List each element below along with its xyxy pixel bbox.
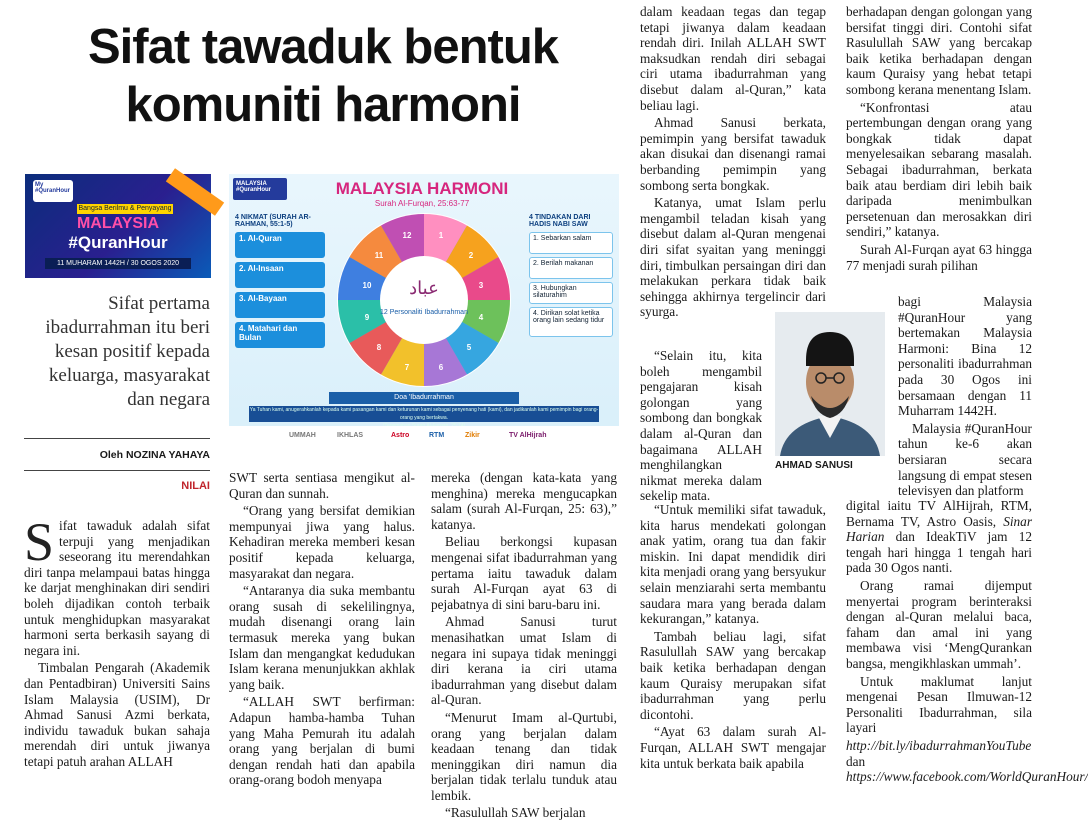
paragraph: “Menurut Imam al-Qurtubi, orang yang berjalan dalam keadaan tenang dan tidak meninggikan diri namun dia berjalan tidak terlalu tunduk atau lembik. xyxy=(431,709,617,803)
article-column-5-top xyxy=(846,4,1032,275)
article-column-3 xyxy=(431,470,617,823)
sponsor-strip xyxy=(229,426,619,451)
nikmat-card: 2. Al-Insaan xyxy=(235,262,325,288)
wheel-number: 7 xyxy=(404,363,410,372)
divider xyxy=(24,438,210,439)
paragraph: SWT serta sentiasa mengikut al-Quran dan sunnah. xyxy=(229,470,415,501)
logo-line-1: MALAYSIA xyxy=(76,215,160,232)
portrait-illustration xyxy=(775,312,885,456)
article-column-1 xyxy=(24,512,210,772)
logo-ribbon: Bangsa Berilmu & Penyayang xyxy=(78,205,172,212)
article-column-4-mid xyxy=(640,348,762,506)
photo-caption: AHMAD SANUSI xyxy=(775,460,853,471)
nikmat-card: 3. Al-Bayaan xyxy=(235,292,325,318)
paragraph: “Antaranya dia suka membantu orang susah di sekelilingnya, mudah disenangi orang lain termasuk mereka yang bukan Islam dan mengangkat kedudukan Islam kerana menunjukkan akhlak yang baik. xyxy=(229,583,415,692)
headline-line-1: Sifat tawaduk bentuk xyxy=(87,20,559,74)
malaysia-harmoni-infographic xyxy=(229,174,619,451)
paragraph: “Ayat 63 dalam surah Al-Furqan, ALLAH SWT mengajar kita untuk berkata baik apabila xyxy=(640,724,826,771)
wheel-number: 5 xyxy=(466,343,472,352)
wheel-number: 4 xyxy=(478,313,484,322)
paragraph: “ALLAH SWT berfirman: Adapun hamba-hamba Tuhan yang Maha Pemurah itu adalah orang yang berjalan di bumi dengan rendah hati dan apabila orang-orang bodoh menyapa xyxy=(229,694,415,788)
wheel-number: 3 xyxy=(478,281,484,290)
paragraph: “Konfrontasi atau pertembungan dengan orang yang bongkak tidak dapat menyelesaikan sebarang masalah. Sebagai ibadurrahman, berkata baik atau berdiam diri lebih baik daripada menimbulkan persetenuan dan merosakkan diri sendiri,” katanya. xyxy=(846,99,1032,240)
pull-quote: Sifat pertama ibadurrahman itu beri kesan positif kepada keluarga, masyarakat dan negara xyxy=(45,293,210,410)
wheel-number: 8 xyxy=(376,343,382,352)
nikmat-card: 4. Matahari dan Bulan xyxy=(235,322,325,348)
wheel-number: 10 xyxy=(362,281,372,290)
facebook-link[interactable]: https://www.facebook.com/WorldQuranHour/ xyxy=(846,769,1088,785)
tindakan-card: 2. Berilah makanan xyxy=(529,257,613,279)
nikmat-column xyxy=(235,214,325,352)
sponsor-logo: IKHLAS xyxy=(337,432,364,439)
wheel-number: 6 xyxy=(438,363,444,372)
doa-text: Ya Tuhan kami, anugerahkanlah kepada kami pasangan kami dan keturunan kami sebagai penyenang hati (kami), dan jadikanlah kami pemimpin bagi orang-orang yang bertakwa. xyxy=(249,407,599,421)
article-column-4-bottom xyxy=(640,502,826,773)
tindakan-heading: 4 TINDAKAN DARI HADIS NABI SAW xyxy=(529,214,591,228)
quranhour-logo xyxy=(25,174,211,278)
paragraph: Untuk maklumat lanjut mengenai Pesan Ilmuwan-12 Personaliti Ibadurrahman, sila layari xyxy=(846,673,1032,736)
paragraph: Timbalan Pengarah (Akademik dan Pentadbiran) Universiti Sains Islam Malaysia (USIM), Dr Ahmad Sanusi Azmi berkata, individu tawaduk bukan sahaja merendah diri untuk jiwanya tetapi patuh arahan ALLAH xyxy=(24,660,210,769)
tindakan-card: 4. Dirikan solat ketika orang lain sedang tidur xyxy=(529,307,613,337)
nikmat-card: 1. Al-Quran xyxy=(235,232,325,258)
corner-tag xyxy=(166,168,224,216)
infographic-badge: MALAYSIA #QuranHour xyxy=(233,178,287,200)
paragraph: “Untuk memiliki sifat tawaduk, kita harus mendekati golongan anak yatim, orang tua dan fakir miskin. Ini dapat mendidik diri kita menjadi orang yang bersyukur selain menziarahi serta membantu saudara mara yang berada dalam kekurangan,” katanya. xyxy=(640,502,826,627)
paragraph: Katanya, umat Islam perlu mengambil teladan kisah yang disebut dalam al-Quran mengenai diri sifat syaitan yang meninggi diri, timbulkan persaingan diri dan melakukan perkara tidak baik sehingga akhirnya tergelincir dari syurga. xyxy=(640,195,826,320)
article-column-2 xyxy=(229,470,415,790)
personality-wheel xyxy=(329,210,519,390)
wheel-number: 1 xyxy=(438,231,444,240)
paragraph: berhadapan dengan golongan yang bersifat tinggi diri. Contohi sifat Rasulullah SAW yang bercakap baik ketika berhadapan dengan kaum Quraisy yang hebat tetapi sombong kerana menentang Islam. xyxy=(846,4,1032,97)
paragraph: Ahmad Sanusi berkata, pemimpin yang bersifat tawaduk akan disukai dan disenangi ramai berbanding pemimpin yang sombong serta bongkak. xyxy=(640,115,826,193)
paragraph: “Orang yang bersifat demikian mempunyai jiwa yang halus. Kehadiran mereka memberi kesan positif kepada keluarga, masyarakat dan negara. xyxy=(229,503,415,581)
wheel-center-label: 12 Personaliti Ibadurrahman xyxy=(380,309,468,316)
wheel-number: 9 xyxy=(364,313,370,322)
divider xyxy=(24,470,210,471)
paragraph: mereka (dengan kata-kata yang menghina) mereka mengucapkan salam (surah Al-Furqan, 25: 63),” katanya. xyxy=(431,470,617,532)
tindakan-column xyxy=(529,214,613,340)
drop-cap: S xyxy=(24,512,55,572)
byline: Oleh NOZINA YAHAYA xyxy=(99,449,210,461)
page-title xyxy=(38,18,608,134)
sponsor-logo: UMMAH xyxy=(289,432,316,439)
paragraph: Ahmad Sanusi turut menasihatkan umat Islam di negara ini supaya tidak meninggi diri kerana ia ciri utama ibadurrahman yang disebut dalam al-Quran. xyxy=(431,614,617,708)
tindakan-card: 3. Hubungkan silaturahim xyxy=(529,282,613,304)
paragraph: bagi Malaysia #QuranHour yang bertemakan Malaysia Harmoni: Bina 12 personaliti ibadurrahman pada 30 Ogos ini bersamaan dengan 11 Muharram 1442H. xyxy=(898,294,1032,419)
paragraph: “Rasulullah SAW berjalan xyxy=(445,805,586,821)
doa-heading: Doa 'Ibadurrahman xyxy=(329,392,519,404)
author-photo xyxy=(775,312,885,456)
article-column-5-mid xyxy=(898,294,1032,501)
headline-line-2: komuniti harmoni xyxy=(125,78,521,132)
sponsor-logo: RTM xyxy=(429,432,445,439)
wheel-segments xyxy=(338,214,510,386)
paragraph: Surah Al-Furqan ayat 63 hingga 77 menjadi surah pilihan xyxy=(846,241,1032,273)
paragraph: “Selain itu, kita boleh mengambil pengajaran kisah golongan yang sombong dan bongkak dalam al-Quran dan bagaimana ALLAH menghilangkan nikmat mereka dalam sekelip mata. xyxy=(640,348,762,504)
link-paragraph: http://bit.ly/ibadurrahmanYouTube dan https://www.facebook.com/WorldQuranHour/ xyxy=(846,737,1088,785)
wheel-number: 2 xyxy=(468,251,474,260)
paragraph: Tambah beliau lagi, sifat Rasulullah SAW yang bercakap baik ketika berhadapan dengan kaum Quraisy merupakan sifat ibadurrahman yang perlu dicontohi. xyxy=(640,628,826,722)
infographic-title: MALAYSIA HARMONI xyxy=(335,179,509,198)
nikmat-heading: 4 NIKMAT (SURAH AR-RAHMAN, 55:1-5) xyxy=(235,214,311,228)
wheel-number: 12 xyxy=(402,231,412,240)
newspaper-name: Sinar Harian xyxy=(846,513,1033,545)
paragraph: dalam keadaan tegas dan tegap tetapi jiwanya dalam keadaan rendah diri. Inilah ALLAH SWT maksudkan rendah diri sebagai ciri utama ibadurrahman yang disebut dalam al-Quran,” kata beliau lagi. xyxy=(640,4,826,113)
tindakan-card: 1. Sebarkan salam xyxy=(529,232,613,254)
paragraph: Orang ramai dijemput menyertai program berinteraksi dengan al-Quran melalui baca, faham dan amal ini yang membawa visi ‘MengQurankan bangsa, mengikhlaskan ummah’. xyxy=(846,577,1032,671)
lead-paragraph xyxy=(24,512,210,658)
brand-mark: My #QuranHour xyxy=(33,180,73,202)
paragraph: digital iaitu TV AlHijrah, RTM, Bernama TV, Astro Oasis, Sinar Harian dan IdeakTiV jam 12 tengah hari hingga 1 tengah hari pada 30 Ogos nanti. xyxy=(846,498,1033,576)
wheel-number: 11 xyxy=(374,251,384,260)
infographic-subtitle: Surah Al-Furqan, 25:63-77 xyxy=(374,199,470,208)
sponsor-logo: Zikir xyxy=(465,432,480,439)
lead-text: ifat tawaduk adalah sifat terpuji yang menjadikan seseorang itu merendahkan diri tanpa melampaui batas hingga ke darjat menghinakan diri sendiri boleh dijadikan contoh terbaik untuk menghidupkan masyarakat harmoni serta berkasih sayang di negara ini. xyxy=(24,518,210,658)
section-label: NILAI xyxy=(181,480,210,492)
sponsor-logo: TV AlHijrah xyxy=(509,432,547,439)
logo-line-2: #QuranHour xyxy=(68,233,168,252)
article-column-5-bottom xyxy=(846,498,1088,787)
article-column-4-top xyxy=(640,4,826,322)
arabic-calligraphy: عباد xyxy=(409,278,439,299)
youtube-link[interactable]: http://bit.ly/ibadurrahmanYouTube xyxy=(846,737,1032,753)
logo-date: 11 MUHARAM 1442H / 30 OGOS 2020 xyxy=(45,258,191,269)
paragraph: Beliau berkongsi kupasan mengenai sifat ibadurrahman yang pertama iaitu tawaduk dalam surah Al-Furqan ayat 63 di pejabatnya di sini baru-baru ini. xyxy=(431,534,617,612)
paragraph: Malaysia #QuranHour tahun ke-6 akan bersiaran secara langsung di empat stesen televisyen dan platform xyxy=(898,420,1032,499)
sponsor-logo: Astro xyxy=(391,432,410,439)
